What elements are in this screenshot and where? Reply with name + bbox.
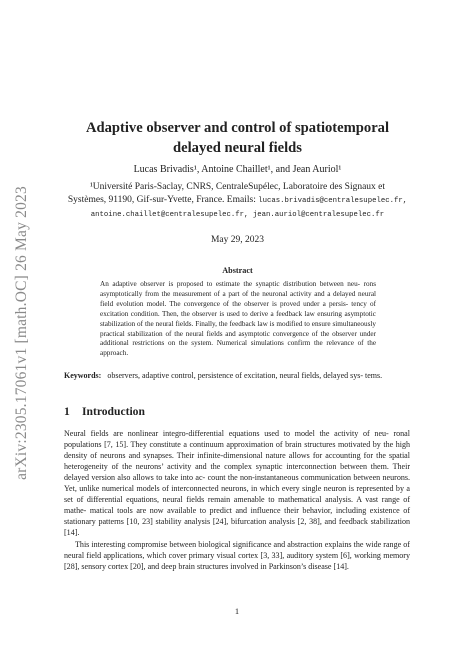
section-heading-introduction [64, 405, 145, 418]
affiliation-line-2: Systèmes, 91190, Gif-sur-Yvette, France. Emails: [67, 194, 259, 205]
keywords-block [64, 370, 410, 381]
keywords-label: Keywords: [64, 371, 102, 380]
keywords-line: tems. [365, 371, 383, 380]
paragraph-line: system [6], working memory [28], sensory cortex [20], and deep brain structures involved in [64, 551, 411, 572]
section-title: Introduction [82, 405, 145, 418]
paragraph-line: This interesting compromise between biological significance and abstraction explains the [75, 540, 364, 549]
arxiv-stamp [12, 150, 32, 515]
email-link-1[interactable]: lucas.brivadis@centralesupelec.fr, [258, 196, 408, 205]
affiliation-block [60, 181, 415, 221]
paragraph-line: of stationary patterns [10, 23] stability analysis [24], bifurcation analysis [2, 38], and feedback [64, 506, 410, 527]
paragraph-line: equations, neural fields remain amenable to mathematical analysis. A vast range of mathe- [64, 495, 410, 516]
paragraph-line: wide range of neural field applications, which cover primary visual cortex [3, 33], auditory [64, 540, 410, 561]
arxiv-stamp-text: arXiv:2305.17061v1 [math.OC] 26 May 2023 [13, 185, 31, 480]
abstract-body [100, 280, 376, 359]
email-links-2-3[interactable]: antoine.chaillet@centralesupelec.fr, jean.auriol@centralesupelec.fr [90, 210, 385, 219]
paragraph-line: ronal populations [7, 15]. They constitute a continuum approximation of brain structures [64, 429, 410, 450]
abstract-line: asymptotic stabilization of the neural fields. Finally, the feedback law is modified to ensure [100, 309, 376, 328]
paragraph-line: Neural fields are nonlinear integro-differential equations used to model the activity of neu- [64, 429, 389, 438]
paragraph-line: matical tools are now available to predict and influence their behavior, including existence [89, 506, 400, 516]
author-list: Lucas Brivadis¹, Antoine Chaillet¹, and Jean Auriol¹ [133, 164, 342, 175]
affiliation-line-1: ¹Université Paris-Saclay, CNRS, CentraleSupélec, Laboratoire des Signaux et [89, 182, 386, 192]
paragraph-line: of interconnected neurons, in which every single neuron is represented by a set of differential [64, 484, 410, 505]
abstract-heading: Abstract [222, 266, 253, 275]
abstract-line: tency of excitation condition. Then, the observer is used to derive a feedback law ensuring [100, 299, 377, 318]
title-line-2: delayed neural fields [173, 140, 302, 156]
paper-date: May 29, 2023 [210, 235, 265, 245]
paragraph-line: stabilization [14]. [64, 517, 411, 538]
intro-paragraph-2 [64, 539, 410, 572]
abstract-line: simultaneously practical stabilization of the neural fields and asymptotic convergence of [100, 319, 376, 338]
intro-paragraph-1 [64, 428, 410, 538]
paragraph-line: count the non-instantaneous communication between neurons. Yet, unlike numerical models [64, 473, 411, 494]
keywords-text [107, 371, 382, 380]
keywords-line: observers, adaptive control, persistence of excitation, neural fields, delayed sys- [107, 371, 364, 380]
page-number: 1 [234, 606, 240, 616]
abstract-line: An adaptive observer is proposed to estimate the synaptic distribution between neu- [100, 280, 361, 288]
title-line-1: Adaptive observer and control of spatiotemporal [85, 120, 390, 136]
section-number: 1 [64, 405, 70, 418]
abstract-line: neural field evolution model. The convergence of the observer is proved under a persis- [100, 289, 377, 308]
abstract-line: rons asymptotically from the measurement of a part of the neuronal activity and a delayed [100, 280, 377, 298]
abstract-line: the observer under additional restrictions on the system. Numerical simulations confirm [100, 329, 376, 348]
abstract-line: the relevance of the approach. [100, 339, 377, 358]
paragraph-line: Parkinson’s disease [14]. [268, 562, 349, 572]
paragraph-line: allows for accounting for the spatial heterogeneity of the neurons’ activity and the complex [64, 451, 410, 472]
paragraph-line: synaptic interconnection between them. Their delayed version also allows to take into ac- [64, 462, 410, 483]
paper-title [60, 118, 415, 158]
paragraph-line: motivated by the high density of neurons and synapses. Their infinite-dimensional nature [64, 440, 410, 461]
